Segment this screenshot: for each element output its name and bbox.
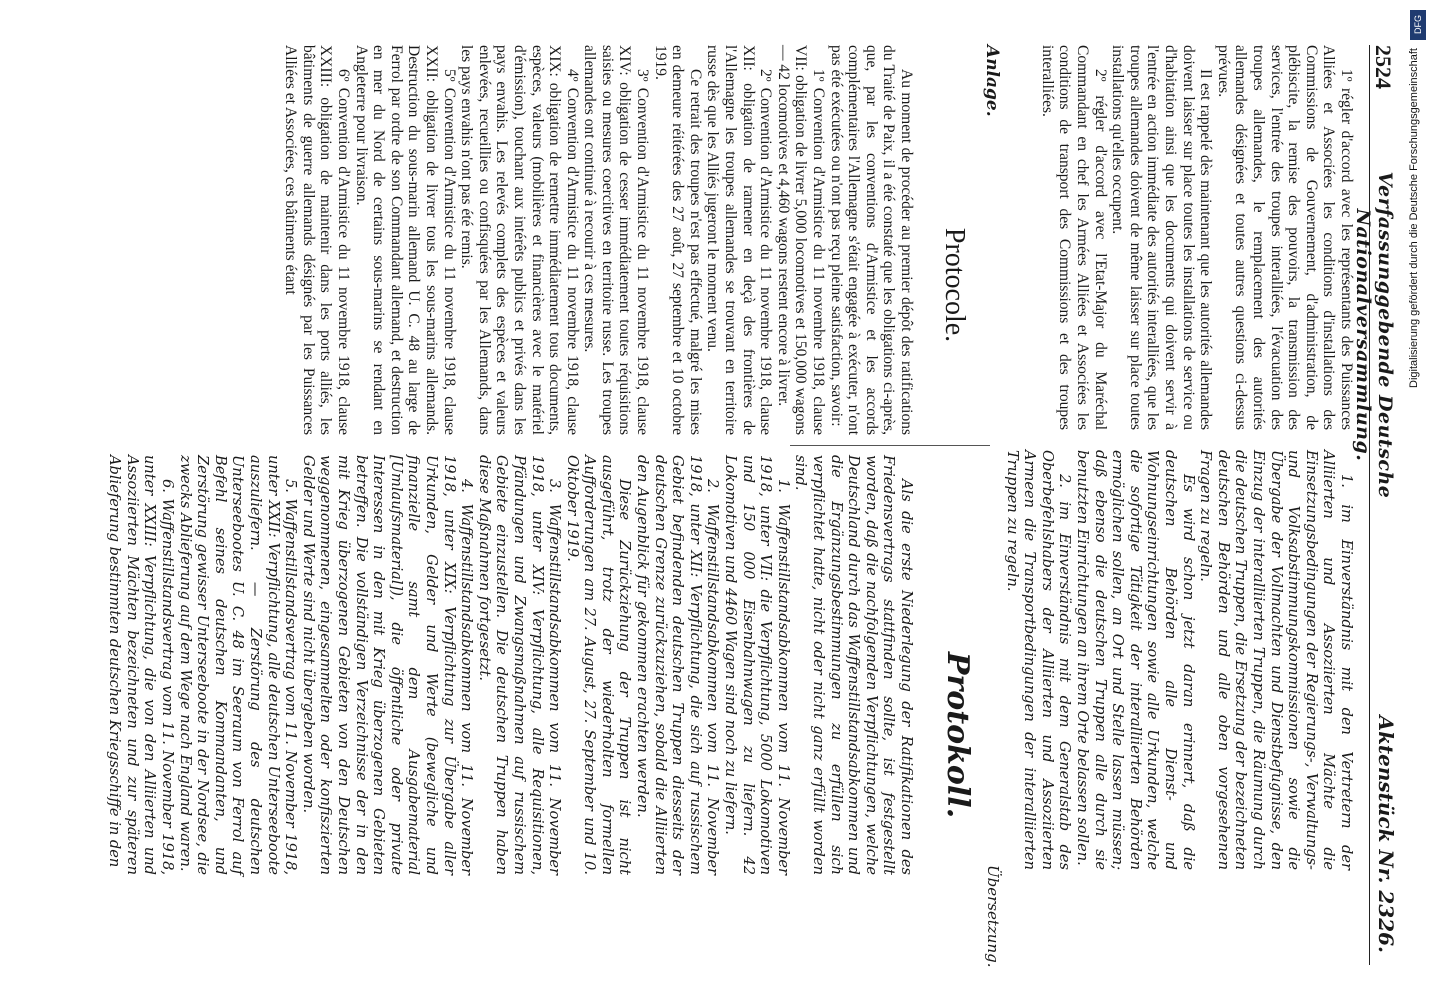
top-french-column [1038,45,1355,430]
paragraph: 3º Convention d'Armistice du 11 novembre 1918, clause XIV: obligation de cesser immédiatement toutes réquisitions saisies ou mesures coercitives en territoire russe. Les troupes allemandes ont continué à recourir à ces mesures. [581,45,652,435]
paragraph: 6. Waffenstillstandsvertrag vom 11. November 1918, unter XXIII: Verpflichtung, die von den Alliierten und Assoziierten Mächten bezeichneten und zur späteren Ablieferung bestimmten deutschen Kriegsschiffe in den [106,455,177,875]
paragraph: 5. Waffenstillstandsvertrag vom 11. November 1918, unter XXII: Verpflichtung, alle deutschen Unterseeboote auszuliefern. — Zerstörung des deutschen Unterseebootes U. C. 48 im Seeraum von Ferrol auf Befehl seines deutschen Kommandanten, und Zerstörung gewisser Unterseeboote in der Nordsee, die zwecks Ablieferung auf dem Wege nach England waren. [176,455,300,875]
paragraph: Il est rappelé dès maintenant que les autorités allemandes doivent laisser sur place toutes les installations de service ou d'habitation ainsi que les documents qui doivent servir à l'entrée en action immédiate des autorités interalliées, que les troupes allemandes doivent de même laisser sur place toutes installations qu'elles occupent. [1109,45,1215,430]
bottom-german-column [106,455,915,875]
paragraph: Als die erste Niederlegung der Ratifikationen des Friedensvertrags stattfinden sollte, ist festgestellt worden, daß die nachfolgenden Verpflichtungen, welche Deutschland durch das Waffenstillstandsabkommen und die Ergänzungsbestimmungen zu erfüllen sich verpflichtet hatte, nicht oder nicht ganz erfüllt worden sind. [792,455,915,875]
digitization-credit: Digitalisierung gefördert durch die Deutsche Forschungsgemeinschaft [1408,48,1420,388]
paragraph: 1º Convention d'Armistice du 11 novembre 1918, clause VII: obligation de livrer 5,000 locomotives et 150,000 wagons — 42 locomotives et 4,460 wagons restent encore à livrer. [774,45,828,435]
paragraph: 6º Convention d'Armistice du 11 novembre 1918, clause XXIII: obligation de maintenir dans les ports alliés, les bâtiments de guerre allemands désignés par les Puissances Alliées et Associées, ces bâtiments étant [282,45,352,435]
paragraph: 1. Waffenstillstandsabkommen vom 11. November 1918, unter VII: die Verpflichtung, 5000 Lokomotiven und 150 000 Eisenbahnwagen zu liefern. 42 Lokomotiven und 4460 Wagen sind noch zu liefern. [722,455,792,875]
document-number: Aktenstück Nr. 2326. [1374,715,1398,953]
paragraph: Ce retrait des troupes n'est pas effectué, malgré les mises en demeure réitérées des 27 août, 27 septembre et 10 octobre 1919. [651,45,704,435]
page-number: 2524 [1371,45,1396,89]
paragraph: 2. im Einverständnis mit dem Generalstab des Oberbefehlshabers der Alliierten und Assoziierten Armeen die Transportbedingungen der interalliierten Truppen zu regeln. [1003,450,1074,870]
paragraph: 3. Waffenstillstandsabkommen vom 11. November 1918, unter XIV: Verpflichtung, alle Requisitionen, Pfändungen und Zwangsmaßnahmen auf russischem Gebiete einzustellen. Die deutschen Truppen haben diese Maßnahmen fortgesetzt. [475,455,564,875]
paragraph: 2º Convention d'Armistice du 11 novembre 1918, clause XII: obligation de ramener en deçà des frontières de l'Allemagne les troupes allemandes se trouvant en territoire russe dès que les Alliés jugeront le moment venu. [704,45,775,435]
column-divider [790,445,990,446]
paragraph: Es wird schon jetzt daran erinnert, daß die deutschen Behörden alle Dienst- und Wohnungseinrichtungen sowie alle Urkunden, welche die sofortige Tätigkeit der interalliierten Behörden ermöglichen sollen, an Ort und Stelle lassen müssen; daß ebenso die deutschen Truppen alle durch sie benutzten Einrichtungen an ihrem Orte belassen sollen. [1074,450,1197,870]
bottom-french-column [282,45,915,435]
running-header [1352,45,1400,965]
publication-title: Verfassunggebende Deutsche Nationalversammlung. [1352,171,1396,499]
translation-label: Übersetzung. [984,865,1002,968]
paragraph: Diese Zurückziehung der Truppen ist nicht ausgeführt, trotz der wiederholten formellen Aufforderungen am 27. August, 27. September und 10. Oktober 1919. [563,455,634,875]
dfg-logo: DFG [1410,10,1426,40]
paragraph: 4. Waffenstillstandsabkommen vom 11. November 1918, unter XIX: Verpflichtung zur Übergabe aller Urkunden, Gelder und Werte (bewegliche und finanzielle samt dem Ausgabematerial [Umlaufsmaterial]), die öffentliche oder private Interessen in den mit Krieg überzogenen Gebieten betreffen. Die vollständigen Verzeichnisse der in den mit Krieg überzogenen Gebieten von den Deutschen weggenommenen, eingesammelten oder konfiszierten Gelder und Werte sind nicht übergeben worden. [299,455,476,875]
paragraph: 5º Convention d'Armistice du 11 novembre 1918, clause XXII: obligation de livrer tous les sous-marins allemands. Destruction du sous-marin allemand U. C. 48 au large de Ferrol par ordre de son Commandant allemand, et destruction en mer du Nord de certains sous-marins se rendant en Angleterre pour livraison. [352,45,458,435]
paragraph: 1º régler d'accord avec les représentants des Puissances Alliées et Associées les conditions d'installations des Commissions de Gouvernement, d'administration, de plébiscite, la remise des pouvoirs, la transmission des services, l'entrée des troupes interalliées, l'évacuation des troupes allemandes, le remplacement des autorités allemandes désignées et toutes autres questions ci-dessus prévues. [1214,45,1355,430]
top-german-column [1003,450,1355,870]
french-heading: Protocole. [939,227,970,343]
paragraph: 1. im Einverständnis mit den Vertretern der Alliierten und Assoziierten Mächte die Einsetzungsbedingungen der Regierungs-, Verwaltungs- und Volksabstimmungskommissionen sowie die Übergabe der Vollmachten und Dienstbefugnisse, den Einzug der interalliierten Truppen, die Räumung durch die deutschen Truppen, die Ersetzung der bezeichneten deutschen Behörden und alle oben vorgesehenen Fragen zu regeln. [1197,450,1355,870]
rotated-document-page [60,45,1400,968]
paragraph: 2º régler d'accord avec l'Etat-Major du Maréchal Commandant en chef les Armées Alliées et Associées les conditions de transport des Commissions et des troupes interalliées. [1038,45,1109,430]
german-heading: Protokoll. [940,651,975,819]
paragraph: Au moment de procéder au premier dépôt des ratifications du Traité de Paix, il a été constaté que les obligations ci-après, que, par les conventions d'Armistice et les accords complémentaires l'Allemagne s'était engagée à exécuter, n'ont pas été exécutées ou n'ont pas reçu pleine satisfaction, savoir: [827,45,915,435]
annex-label: Anlage. [982,45,1002,117]
paragraph: 4º Convention d'Armistice du 11 novembre 1918, clause XIX: obligation de remettre immédiatement tous documents, espèces, valeurs (mobilières et financières avec le matériel d'émission), touchant aux intérêts publics et privés dans les pays envahis. Les relevés complets des espèces et valeurs enlevées, recueillies ou confisquées par les Allemands, dans les pays envahis n'ont pas été remis. [458,45,581,435]
paragraph: 2. Waffenstillstandsabkommen vom 11. November 1918, unter XII: Verpflichtung, die sich auf russischem Gebiet befindenden deutschen Truppen diesseits der deutschen Grenze zurückzuziehen, sobald die Alliierten den Augenblick für gekommen erachten werden. [634,455,722,875]
